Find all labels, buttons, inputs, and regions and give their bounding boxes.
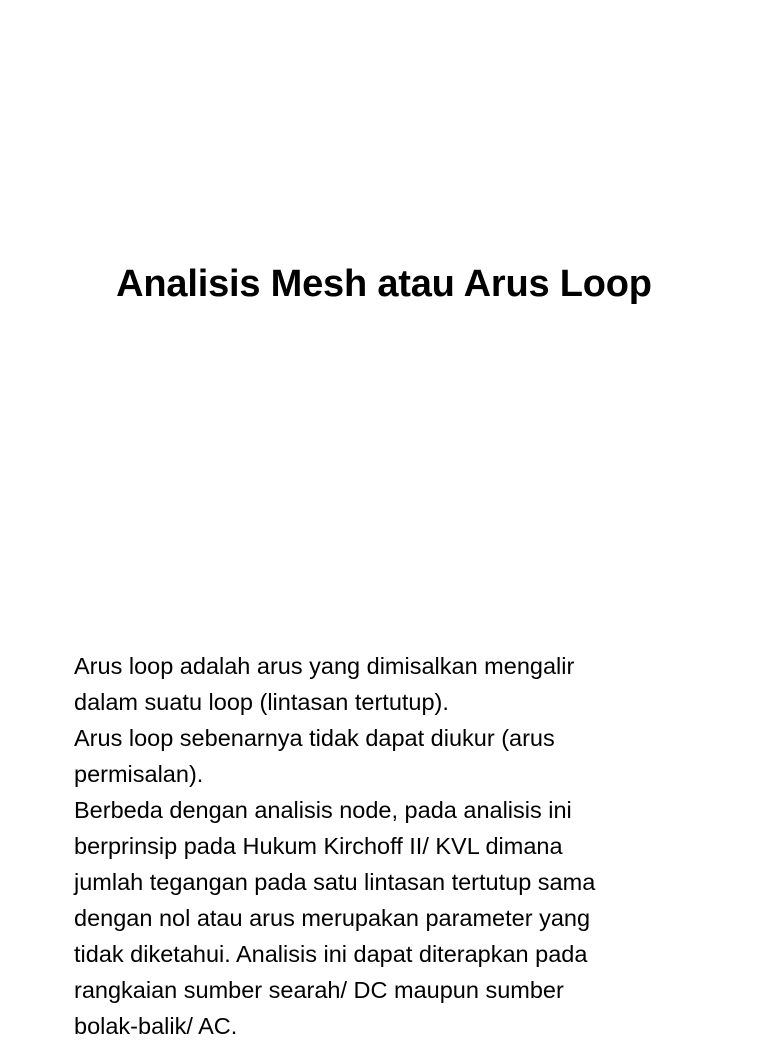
body-line: Arus loop sebenarnya tidak dapat diukur (arus [74, 725, 555, 751]
body-line: dalam suatu loop (lintasan tertutup). [74, 689, 449, 715]
body-paragraph [74, 648, 714, 1044]
body-line: rangkaian sumber searah/ DC maupun sumber [74, 977, 564, 1003]
body-line: Arus loop adalah arus yang dimisalkan mengalir [74, 653, 575, 679]
body-line: Berbeda dengan analisis node, pada analisis ini [74, 797, 572, 823]
slide-title: Analisis Mesh atau Arus Loop [116, 263, 652, 305]
body-line: jumlah tegangan pada satu lintasan tertutup sama [74, 869, 596, 895]
body-line: permisalan). [74, 761, 204, 787]
body-line: tidak diketahui. Analisis ini dapat diterapkan pada [74, 941, 588, 967]
body-line: dengan nol atau arus merupakan parameter yang [74, 905, 591, 931]
body-line: bolak-balik/ AC. [74, 1013, 238, 1039]
body-line: berprinsip pada Hukum Kirchoff II/ KVL dimana [74, 833, 563, 859]
content-slide [74, 648, 714, 1039]
